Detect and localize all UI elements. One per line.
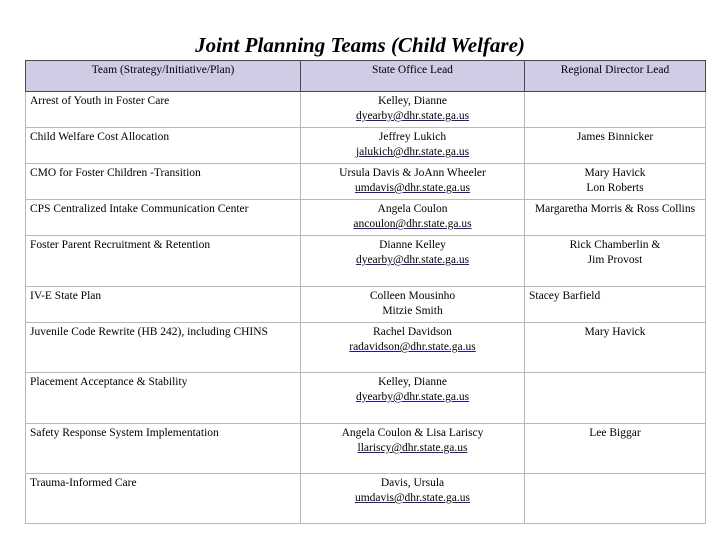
lead-name: Rachel Davidson bbox=[373, 326, 452, 338]
director-name: Lon Roberts bbox=[586, 182, 644, 194]
lead-name: Kelley, Dianne bbox=[378, 95, 447, 107]
lead-name: Colleen Mousinho bbox=[369, 290, 456, 302]
page-title: Joint Planning Teams (Child Welfare) bbox=[195, 33, 525, 57]
table-header-row bbox=[26, 61, 706, 92]
planning-teams-table bbox=[25, 60, 706, 524]
director-name: Mary Havick bbox=[584, 326, 646, 338]
lead-name: Davis, Ursula bbox=[380, 477, 445, 489]
director-cell bbox=[525, 373, 706, 424]
table-row bbox=[26, 164, 706, 200]
table-row bbox=[26, 236, 706, 287]
director-cell bbox=[525, 128, 706, 164]
director-cell bbox=[525, 200, 706, 236]
lead-email-link[interactable]: ancoulon@dhr.state.ga.us bbox=[353, 218, 472, 230]
team-cell: Placement Acceptance & Stability bbox=[26, 373, 301, 424]
team-cell: Juvenile Code Rewrite (HB 242), including CHINS bbox=[26, 323, 301, 373]
lead-cell bbox=[301, 128, 525, 164]
director-name: Lee Biggar bbox=[589, 427, 641, 439]
lead-cell bbox=[301, 474, 525, 524]
table-row bbox=[26, 323, 706, 373]
team-cell: Trauma-Informed Care bbox=[26, 474, 301, 524]
team-cell: Safety Response System Implementation bbox=[26, 424, 301, 474]
lead-name-2: Mitzie Smith bbox=[382, 305, 443, 317]
lead-email-link[interactable]: dyearby@dhr.state.ga.us bbox=[355, 254, 470, 266]
header-state-lead: State Office Lead bbox=[301, 61, 525, 92]
header-regional-lead: Regional Director Lead bbox=[525, 61, 706, 92]
lead-name: Kelley, Dianne bbox=[378, 376, 447, 388]
director-name: James Binnicker bbox=[576, 131, 654, 143]
team-cell: CPS Centralized Intake Communication Center bbox=[26, 200, 301, 236]
lead-email-link[interactable]: dyearby@dhr.state.ga.us bbox=[355, 391, 470, 403]
lead-cell bbox=[301, 287, 525, 323]
director-name: Jim Provost bbox=[587, 254, 643, 266]
lead-cell bbox=[301, 92, 525, 128]
lead-cell bbox=[301, 323, 525, 373]
lead-email-link[interactable]: umdavis@dhr.state.ga.us bbox=[354, 182, 471, 194]
header-team: Team (Strategy/Initiative/Plan) bbox=[26, 61, 301, 92]
table-row bbox=[26, 474, 706, 524]
lead-cell bbox=[301, 373, 525, 424]
lead-name: Jeffrey Lukich bbox=[378, 131, 447, 143]
director-cell bbox=[525, 323, 706, 373]
lead-name: Dianne Kelley bbox=[379, 239, 446, 251]
table-row bbox=[26, 200, 706, 236]
lead-name: Angela Coulon bbox=[377, 203, 448, 215]
director-cell bbox=[525, 92, 706, 128]
lead-email-link[interactable]: dyearby@dhr.state.ga.us bbox=[355, 110, 470, 122]
director-cell bbox=[525, 164, 706, 200]
director-name: Stacey Barfield bbox=[529, 290, 601, 302]
table-row bbox=[26, 424, 706, 474]
lead-email-link[interactable]: umdavis@dhr.state.ga.us bbox=[354, 492, 471, 504]
lead-cell bbox=[301, 164, 525, 200]
director-cell bbox=[525, 424, 706, 474]
lead-name: Angela Coulon & Lisa Lariscy bbox=[341, 427, 484, 439]
lead-email-link[interactable]: radavidson@dhr.state.ga.us bbox=[349, 341, 476, 353]
director-cell bbox=[525, 287, 706, 323]
table-row bbox=[26, 92, 706, 128]
director-name: Rick Chamberlin & bbox=[569, 239, 661, 251]
lead-cell bbox=[301, 236, 525, 287]
team-cell: IV-E State Plan bbox=[26, 287, 301, 323]
team-cell: Child Welfare Cost Allocation bbox=[26, 128, 301, 164]
lead-email-link[interactable]: jalukich@dhr.state.ga.us bbox=[355, 146, 470, 158]
team-cell: CMO for Foster Children -Transition bbox=[26, 164, 301, 200]
director-cell bbox=[525, 236, 706, 287]
table-row bbox=[26, 287, 706, 323]
lead-cell bbox=[301, 200, 525, 236]
director-name: Mary Havick bbox=[584, 167, 646, 179]
director-cell bbox=[525, 474, 706, 524]
table-row bbox=[26, 373, 706, 424]
lead-name: Ursula Davis & JoAnn Wheeler bbox=[339, 167, 486, 179]
team-cell: Arrest of Youth in Foster Care bbox=[26, 92, 301, 128]
table-row bbox=[26, 128, 706, 164]
director-name: Margaretha Morris & Ross Collins bbox=[534, 203, 696, 215]
team-cell: Foster Parent Recruitment & Retention bbox=[26, 236, 301, 287]
lead-cell bbox=[301, 424, 525, 474]
lead-email-link[interactable]: llariscy@dhr.state.ga.us bbox=[357, 442, 468, 454]
